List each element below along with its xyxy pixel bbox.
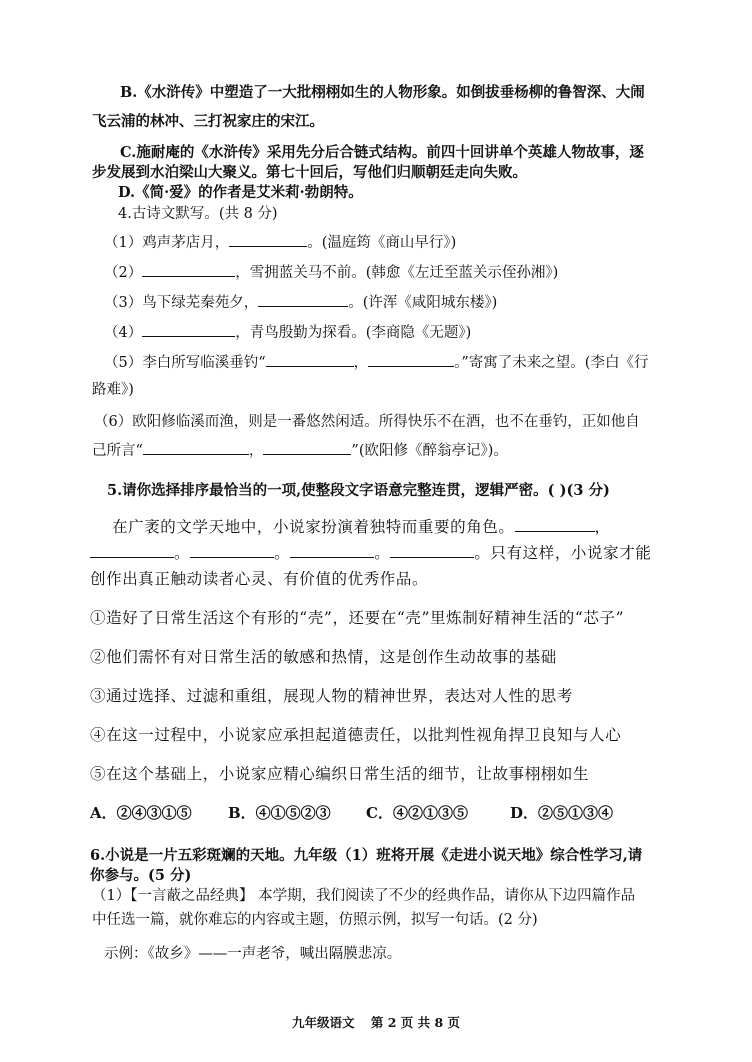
- q5-sentence-2: ②他们需怀有对日常生活的敏感和热情，这是创作生动故事的基础: [90, 648, 557, 666]
- answer-blank[interactable]: [142, 262, 235, 277]
- q4-item-4: [104, 322, 471, 343]
- q5-sentence-3: ③通过选择、过滤和重组，展现人物的精神世界，表达对人性的思考: [90, 687, 574, 705]
- q5-sentence-4: ④在这一过程中，小说家应承担起道德责任，以批判性视角捍卫良知与人心: [90, 726, 622, 744]
- q4-item-2-prefix: （2）: [104, 265, 143, 281]
- q5-paragraph-comma: ，: [594, 518, 611, 536]
- q4-item-5-line2: 路难》): [92, 382, 134, 398]
- answer-blank[interactable]: [368, 352, 454, 367]
- q4-heading: 4.古诗文默写。(共 8 分): [118, 206, 278, 222]
- q4-item-2-source: ，雪拥蓝关马不前。(韩愈《左迁至蓝关示侄孙湘》): [235, 265, 559, 281]
- q4-item-6-source: ”(欧阳修《醉翁亭记》)。: [351, 443, 508, 459]
- answer-blank[interactable]: [290, 543, 374, 558]
- q5-sentence-1: ①造好了日常生活这个有形的“壳”，还要在“壳”里炼制好精神生活的“芯子”: [90, 609, 625, 627]
- q4-item-6-prefix: 己所言“: [92, 443, 143, 459]
- q3-option-b-line2: 飞云浦的林冲、三打祝家庄的宋江。: [92, 113, 324, 130]
- q5-option-a[interactable]: A．②④③①⑤: [90, 804, 192, 822]
- q4-item-1-source: 。(温庭筠《商山早行》): [307, 235, 457, 251]
- q6-sub1-line2: 中任选一篇，就你难忘的内容或主题，仿照示例，拟写一句话。(2 分): [92, 912, 538, 928]
- q5-paragraph-sep: 。: [174, 544, 191, 562]
- q5-sentence-5: ⑤在这个基础上，小说家应精心编织日常生活的细节，让故事栩栩如生: [90, 765, 590, 783]
- q6-sub1-line1: （1）【一言蔽之品经典】 本学期，我们阅读了不少的经典作品，请你从下边四篇作品: [92, 888, 636, 904]
- q4-item-1: [104, 232, 456, 253]
- q5-option-c[interactable]: C．④②①③⑤: [366, 804, 468, 822]
- q4-item-1-prefix: （1）鸡声茅店月，: [104, 235, 230, 251]
- q4-item-3-prefix: （3）鸟下绿芜秦苑夕，: [104, 295, 259, 311]
- q4-item-2: [104, 262, 558, 283]
- q3-option-c-line1: C.施耐庵的《水浒传》采用先分后合链式结构。前四十回讲单个英雄人物故事，逐: [120, 144, 644, 161]
- q4-item-3: [104, 292, 497, 313]
- answer-blank[interactable]: [190, 543, 274, 558]
- q5-paragraph-sep: 。: [274, 544, 291, 562]
- footer-page-number: 第 2 页 共 8 页: [370, 1015, 461, 1030]
- q5-option-d[interactable]: D．②⑤①③④: [510, 804, 614, 822]
- q4-item-4-prefix: （4）: [104, 325, 143, 341]
- q4-item-6-line1: （6）欧阳修临溪而渔，则是一番悠然闲适。所得快乐不在酒，也不在垂钓，正如他自: [94, 414, 640, 430]
- q3-option-b-line1: B.《水浒传》中塑造了一大批栩栩如生的人物形象。如倒拔垂杨柳的鲁智深、大闹: [120, 84, 645, 101]
- q4-item-5-line1: [104, 352, 648, 373]
- q5-paragraph-line3: 创作出真正触动读者心灵、有价值的优秀作品。: [90, 570, 429, 588]
- q5-option-b[interactable]: B．④①⑤②③: [228, 804, 331, 822]
- answer-blank[interactable]: [143, 440, 249, 455]
- q5-paragraph-end: 。只有这样，小说家才能: [474, 544, 652, 562]
- q6-heading-line2: 你参与。(5 分): [90, 867, 192, 884]
- q5-paragraph-text: 在广袤的文学天地中，小说家扮演着独特而重要的角色。: [112, 518, 515, 536]
- q6-heading-line1: 6.小说是一片五彩斑斓的天地。九年级（1）班将开展《走进小说天地》综合性学习,请: [90, 847, 643, 864]
- answer-blank[interactable]: [229, 232, 307, 247]
- q5-paragraph-line2: [90, 543, 651, 563]
- page-footer: [0, 1013, 752, 1031]
- q4-item-3-source: 。(许浑《咸阳城东楼》): [348, 295, 498, 311]
- q4-item-5-suffix: 。”寄寓了未来之望。(李白《行: [454, 355, 649, 371]
- footer-subject: 九年级语文: [291, 1015, 355, 1030]
- q3-option-c-line2: 步发展到水泊梁山大聚义。第七十回后，写他们归顺朝廷走向失败。: [92, 164, 527, 181]
- answer-blank[interactable]: [266, 352, 354, 367]
- q4-item-6-line2: [92, 440, 508, 461]
- q6-example: 示例：《故乡》——一声老爷，喊出隔膜悲凉。: [104, 946, 402, 962]
- q4-item-5-comma: ，: [353, 355, 369, 371]
- q5-paragraph-line1: [112, 517, 611, 537]
- q5-heading: 5.请你选择排序最恰当的一项,使整段文字语意完整连贯，逻辑严密。( )(3 分): [107, 482, 610, 499]
- answer-blank[interactable]: [390, 543, 474, 558]
- q3-option-d: D.《简·爱》的作者是艾米莉·勃朗特。: [118, 184, 363, 201]
- q5-paragraph-sep: 。: [374, 544, 391, 562]
- q4-item-4-source: ，青鸟殷勤为探看。(李商隐《无题》): [235, 325, 472, 341]
- answer-blank[interactable]: [515, 517, 595, 532]
- q4-item-5-prefix: （5）李白所写临溪垂钓“: [104, 355, 266, 371]
- answer-blank[interactable]: [142, 322, 235, 337]
- q4-item-6-comma: ，: [248, 443, 264, 459]
- answer-blank[interactable]: [263, 440, 351, 455]
- answer-blank[interactable]: [258, 292, 348, 307]
- answer-blank[interactable]: [90, 543, 174, 558]
